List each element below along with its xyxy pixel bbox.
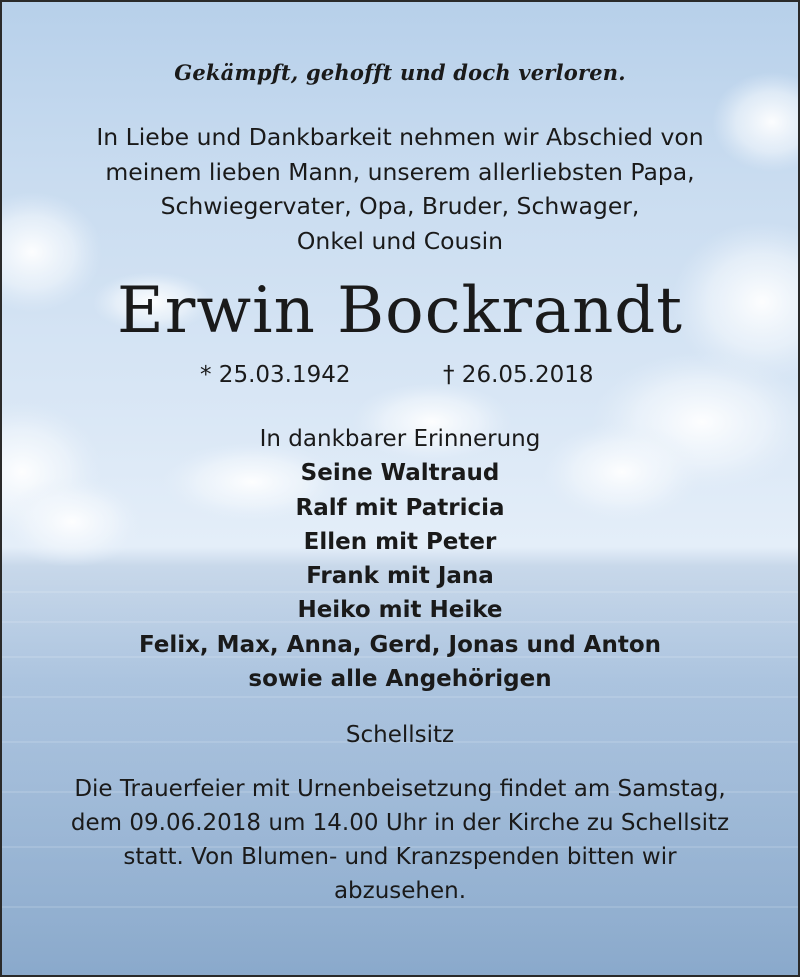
funeral-info (2, 772, 798, 908)
mourner: Frank mit Jana (306, 563, 494, 590)
info-line: Die Trauerfeier mit Urnenbeisetzung findet am Samstag, (74, 776, 726, 802)
intro-text (2, 120, 798, 258)
place: Schellsitz (345, 722, 455, 748)
memory-intro: In dankbarer Erinnerung (259, 426, 541, 452)
deceased-name: Erwin Bockrandt (117, 274, 683, 348)
intro-line: Schwiegervater, Opa, Bruder, Schwager, (160, 192, 640, 220)
info-line: dem 09.06.2018 um 14.00 Uhr in der Kirche zu Schellsitz (70, 810, 730, 836)
mourners-block (2, 422, 798, 696)
birth-date: * 25.03.1942 (200, 362, 351, 388)
motto: Gekämpft, gehofft und doch verloren. (174, 60, 626, 85)
intro-line: In Liebe und Dankbarkeit nehmen wir Abschied von (96, 123, 704, 151)
mourner: Ellen mit Peter (303, 528, 497, 555)
intro-line: meinem lieben Mann, unserem allerliebsten Papa, (105, 157, 695, 186)
intro-line: Onkel und Cousin (296, 226, 504, 255)
info-line: abzusehen. (333, 878, 467, 904)
mourner: Heiko mit Heike (297, 597, 503, 624)
mourner: sowie alle Angehörigen (248, 666, 552, 693)
mourner: Ralf mit Patricia (295, 494, 505, 521)
mourner: Seine Waltraud (300, 460, 500, 487)
info-line: statt. Von Blumen- und Kranzspenden bitten wir (123, 844, 677, 870)
mourner: Felix, Max, Anna, Gerd, Jonas und Anton (138, 631, 662, 658)
death-date: † 26.05.2018 (443, 362, 594, 388)
